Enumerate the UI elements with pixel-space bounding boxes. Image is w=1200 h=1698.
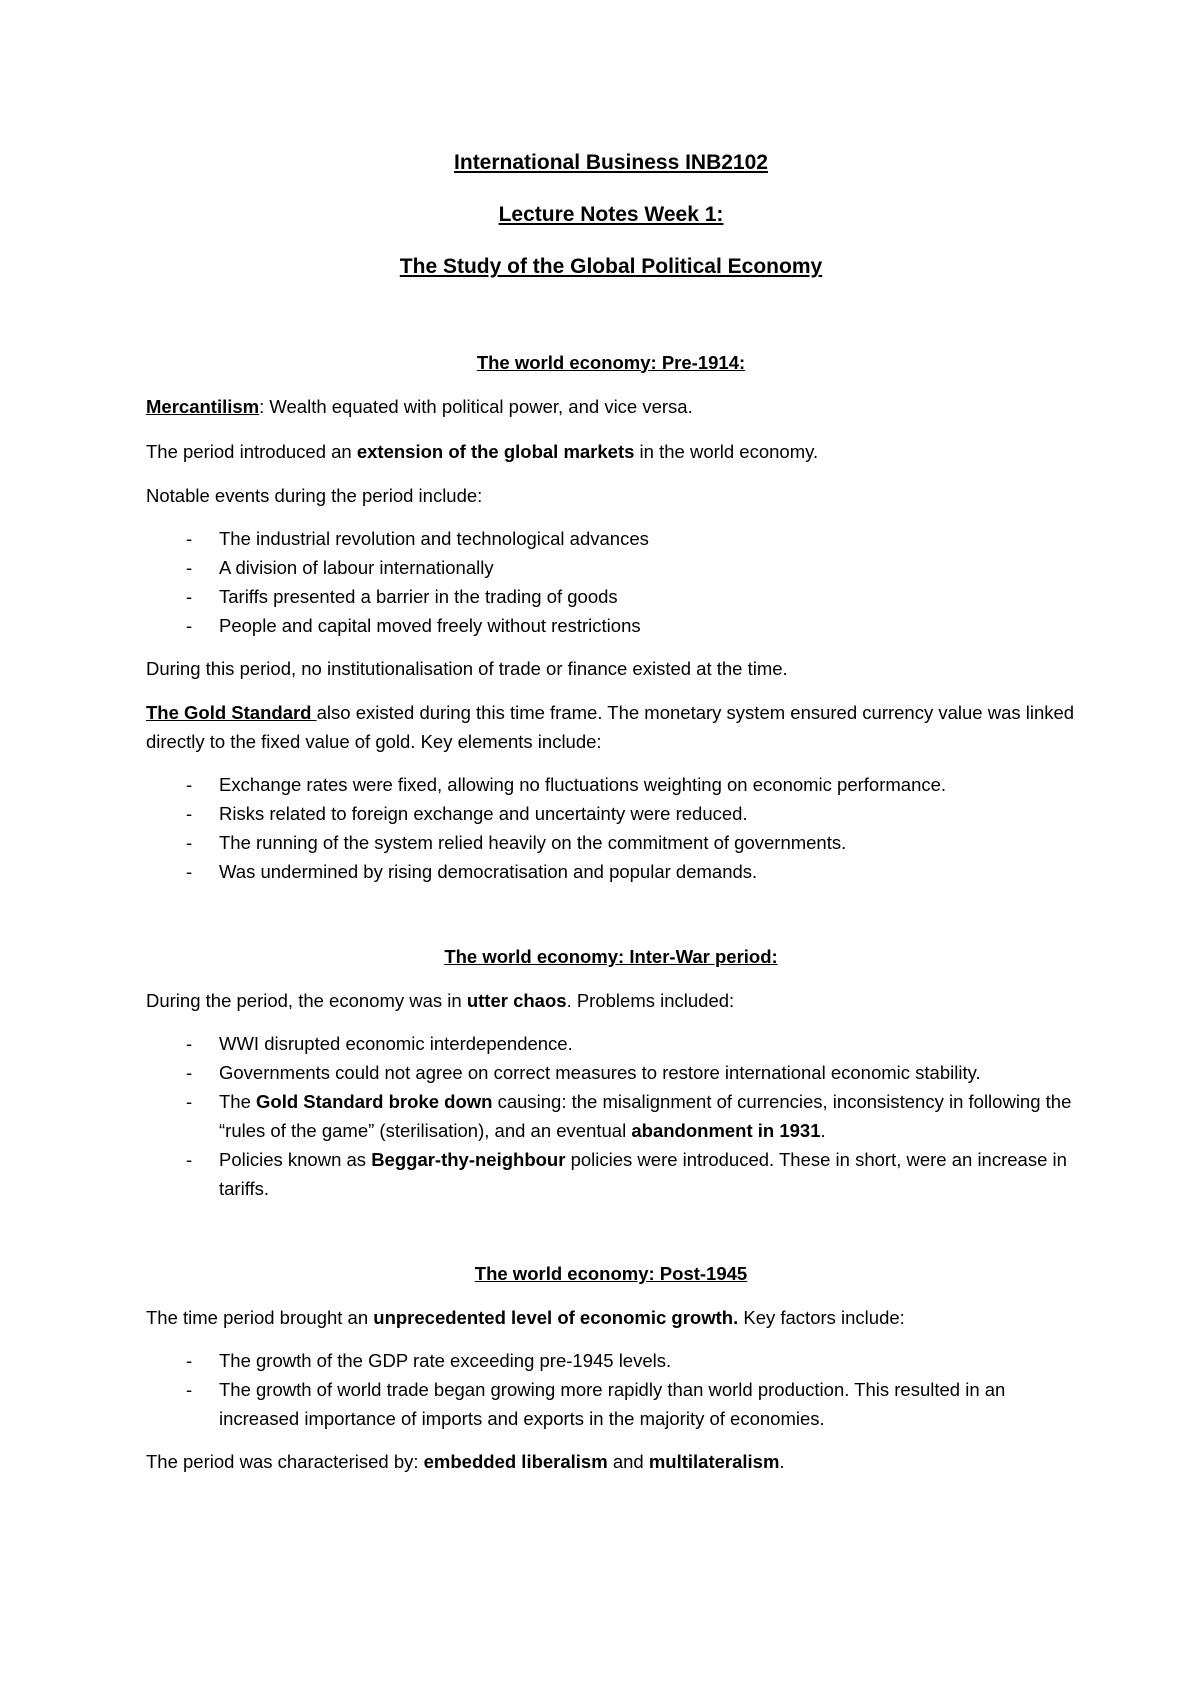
closing-bold: multilateralism <box>648 1450 780 1472</box>
intro-text: During the period, the economy was in <box>146 989 467 1011</box>
closing-bold: embedded liberalism <box>423 1450 608 1472</box>
mercantilism-label: Mercantilism <box>146 395 260 417</box>
list-item: - Exchange rates were fixed, allowing no fluctuations weighting on economic performance. <box>146 770 1076 799</box>
list-item: - The growth of the GDP rate exceeding pre-1945 levels. <box>146 1346 1076 1375</box>
section-heading-pre-1914: The world economy: Pre-1914: <box>476 351 746 373</box>
closing-text: The period was characterised by: <box>146 1450 424 1472</box>
list-item: - Risks related to foreign exchange and uncertainty were reduced. <box>146 799 1076 828</box>
document-page <box>146 150 1076 1475</box>
item-text: policies were introduced. These in short, were an increase in tariffs. <box>219 1148 1067 1199</box>
intro-bold: extension of the global markets <box>356 440 635 462</box>
list-item <box>146 1087 1076 1145</box>
intro-text-end: . Problems included: <box>566 989 735 1011</box>
intro-text-end: Key factors include: <box>738 1306 905 1328</box>
mercantilism-paragraph <box>146 393 1076 421</box>
gold-standard-text: also existed during this time frame. The monetary system ensured currency value was linked directly to the fixed value of gold. Key elements include: <box>146 701 1075 752</box>
list-item: - Governments could not agree on correct measures to restore international economic stability. <box>146 1058 1076 1087</box>
inter-war-intro <box>146 987 1076 1015</box>
section-heading-post-1945: The world economy: Post-1945 <box>474 1262 748 1284</box>
item-bold: Gold Standard broke down <box>256 1090 493 1112</box>
item-bold: abandonment in 1931 <box>631 1119 821 1141</box>
item-text: . <box>820 1119 826 1141</box>
item-text: The <box>219 1090 257 1112</box>
item-text: causing: the misalignment of currencies, inconsistency in following the “rules of the game” (sterilisation), and an eventual <box>219 1090 1072 1141</box>
closing-text: . <box>779 1450 785 1472</box>
item-text: Policies known as <box>219 1148 372 1170</box>
gold-standard-label: The Gold Standard <box>146 701 317 723</box>
list-item: - Was undermined by rising democratisation and popular demands. <box>146 857 1076 886</box>
no-institution-paragraph: During this period, no institutionalisation of trade or finance existed at the time. <box>146 658 788 679</box>
list-item: - A division of labour internationally <box>146 553 1076 582</box>
list-item: - People and capital moved freely without restrictions <box>146 611 1076 640</box>
closing-paragraph <box>146 1448 1076 1476</box>
intro-text: The period introduced an <box>146 440 357 462</box>
gold-standard-paragraph <box>146 698 1076 756</box>
intro-text: The time period brought an <box>146 1306 374 1328</box>
document-topic: The Study of the Global Political Economy <box>399 255 823 279</box>
post-1945-intro <box>146 1304 1076 1332</box>
document-title: International Business INB2102 <box>454 151 768 174</box>
list-item: - The running of the system relied heavily on the commitment of governments. <box>146 828 1076 857</box>
notable-events-list <box>146 524 1076 640</box>
list-item: - The industrial revolution and technological advances <box>146 524 1076 553</box>
inter-war-problems-list <box>146 1029 1076 1203</box>
period-intro-paragraph <box>146 438 1076 466</box>
intro-bold: unprecedented level of economic growth. <box>373 1306 739 1328</box>
gold-standard-elements-list <box>146 770 1076 886</box>
closing-text: and <box>607 1450 649 1472</box>
item-bold: Beggar-thy-neighbour <box>371 1148 566 1170</box>
list-item: - Tariffs presented a barrier in the trading of goods <box>146 582 1076 611</box>
list-item: - The growth of world trade began growing more rapidly than world production. This resulted in an increased importance of imports and exports in the majority of economies. <box>146 1375 1076 1433</box>
mercantilism-text: : Wealth equated with political power, and vice versa. <box>259 395 693 417</box>
document-subtitle: Lecture Notes Week 1: <box>498 203 724 227</box>
notable-events-intro: Notable events during the period include: <box>146 485 483 507</box>
intro-bold: utter chaos <box>466 989 567 1011</box>
list-item <box>146 1145 1076 1203</box>
post-1945-factors-list <box>146 1346 1076 1433</box>
section-heading-inter-war: The world economy: Inter-War period: <box>444 945 778 967</box>
intro-text-end: in the world economy. <box>634 440 819 462</box>
list-item: - WWI disrupted economic interdependence. <box>146 1029 1076 1058</box>
